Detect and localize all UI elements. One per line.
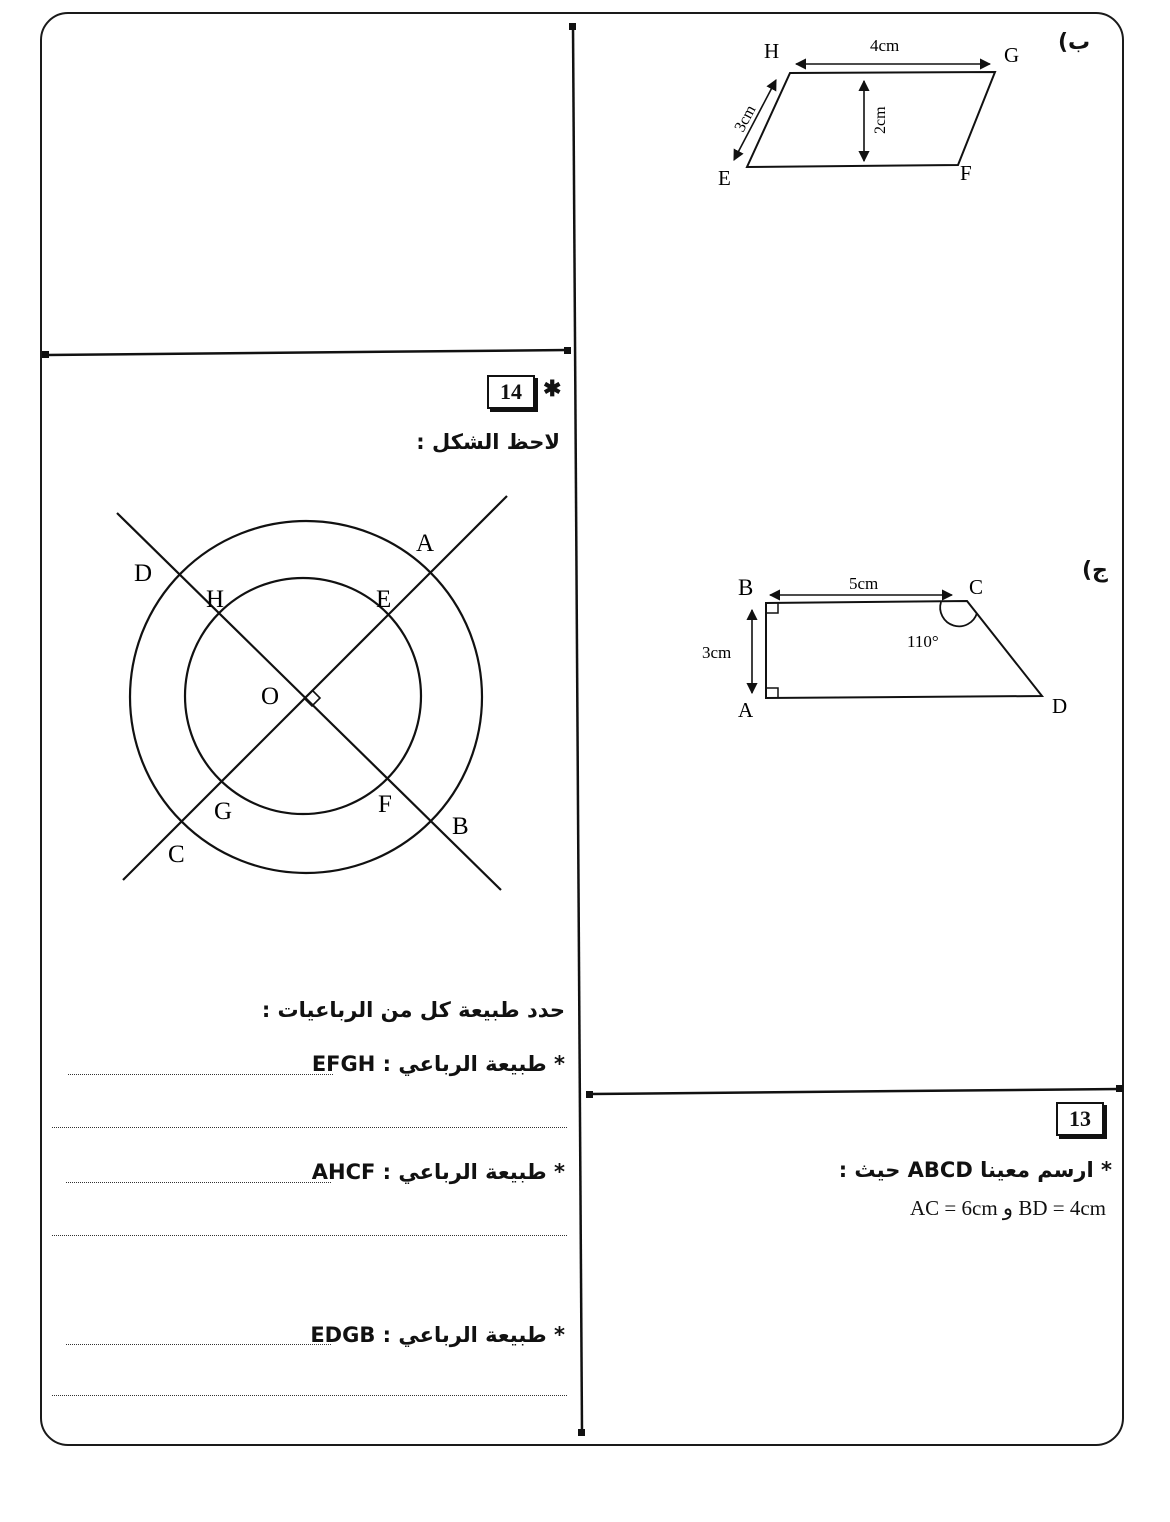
dim-side: 3cm	[731, 102, 760, 135]
quad-3-label: * طبيعة الرباعي : EDGB	[310, 1323, 565, 1347]
figure-j-marker: ج)	[1082, 558, 1108, 583]
label-F: F	[378, 791, 392, 818]
label-D: D	[1052, 694, 1068, 718]
label-E: E	[718, 166, 731, 190]
label-G: G	[1004, 43, 1020, 67]
label-O: O	[261, 683, 280, 710]
figure-concentric-circles	[100, 480, 530, 910]
answer-line[interactable]	[66, 1182, 331, 1183]
exercise-13-conditions: BD = 4cm و AC = 6cm	[910, 1196, 1106, 1220]
dim-top: 4cm	[870, 36, 900, 55]
figure-b-parallelogram	[700, 30, 1040, 200]
label-B: B	[452, 813, 469, 840]
figure-j-trapezoid	[690, 565, 1090, 735]
dim-height: 2cm	[872, 106, 889, 134]
label-H: H	[764, 39, 780, 63]
figure-b-marker: ب)	[1058, 30, 1091, 55]
label-F: F	[960, 161, 972, 185]
label-B: B	[738, 575, 754, 600]
answer-line[interactable]	[52, 1127, 567, 1128]
dim-angle: 110°	[907, 632, 939, 651]
label-D: D	[134, 560, 153, 587]
exercise-14-badge: 14	[487, 375, 535, 409]
label-C: C	[969, 575, 984, 599]
label-E: E	[376, 586, 392, 613]
exercise-13-instruction: * ارسم معينا ABCD حيث :	[838, 1158, 1112, 1182]
exercise-13-badge: 13	[1056, 1102, 1104, 1136]
answer-line[interactable]	[66, 1344, 331, 1345]
answer-line[interactable]	[52, 1235, 567, 1236]
exercise-14-observe: لاحظ الشكل :	[416, 430, 560, 454]
dim-top: 5cm	[849, 574, 879, 593]
label-H: H	[206, 586, 225, 613]
quad-1-label: * طبيعة الرباعي : EFGH	[311, 1052, 565, 1076]
star-icon: ✱	[543, 376, 562, 402]
exercise-14-determine: حدد طبيعة كل من الرباعيات :	[261, 998, 565, 1022]
answer-line[interactable]	[68, 1074, 333, 1075]
quad-2-label: * طبيعة الرباعي : AHCF	[311, 1160, 565, 1184]
answer-line[interactable]	[52, 1395, 567, 1396]
label-A: A	[416, 530, 435, 557]
label-G: G	[214, 798, 233, 825]
label-C: C	[168, 841, 185, 868]
dim-side: 3cm	[702, 643, 732, 662]
label-A: A	[738, 698, 754, 722]
